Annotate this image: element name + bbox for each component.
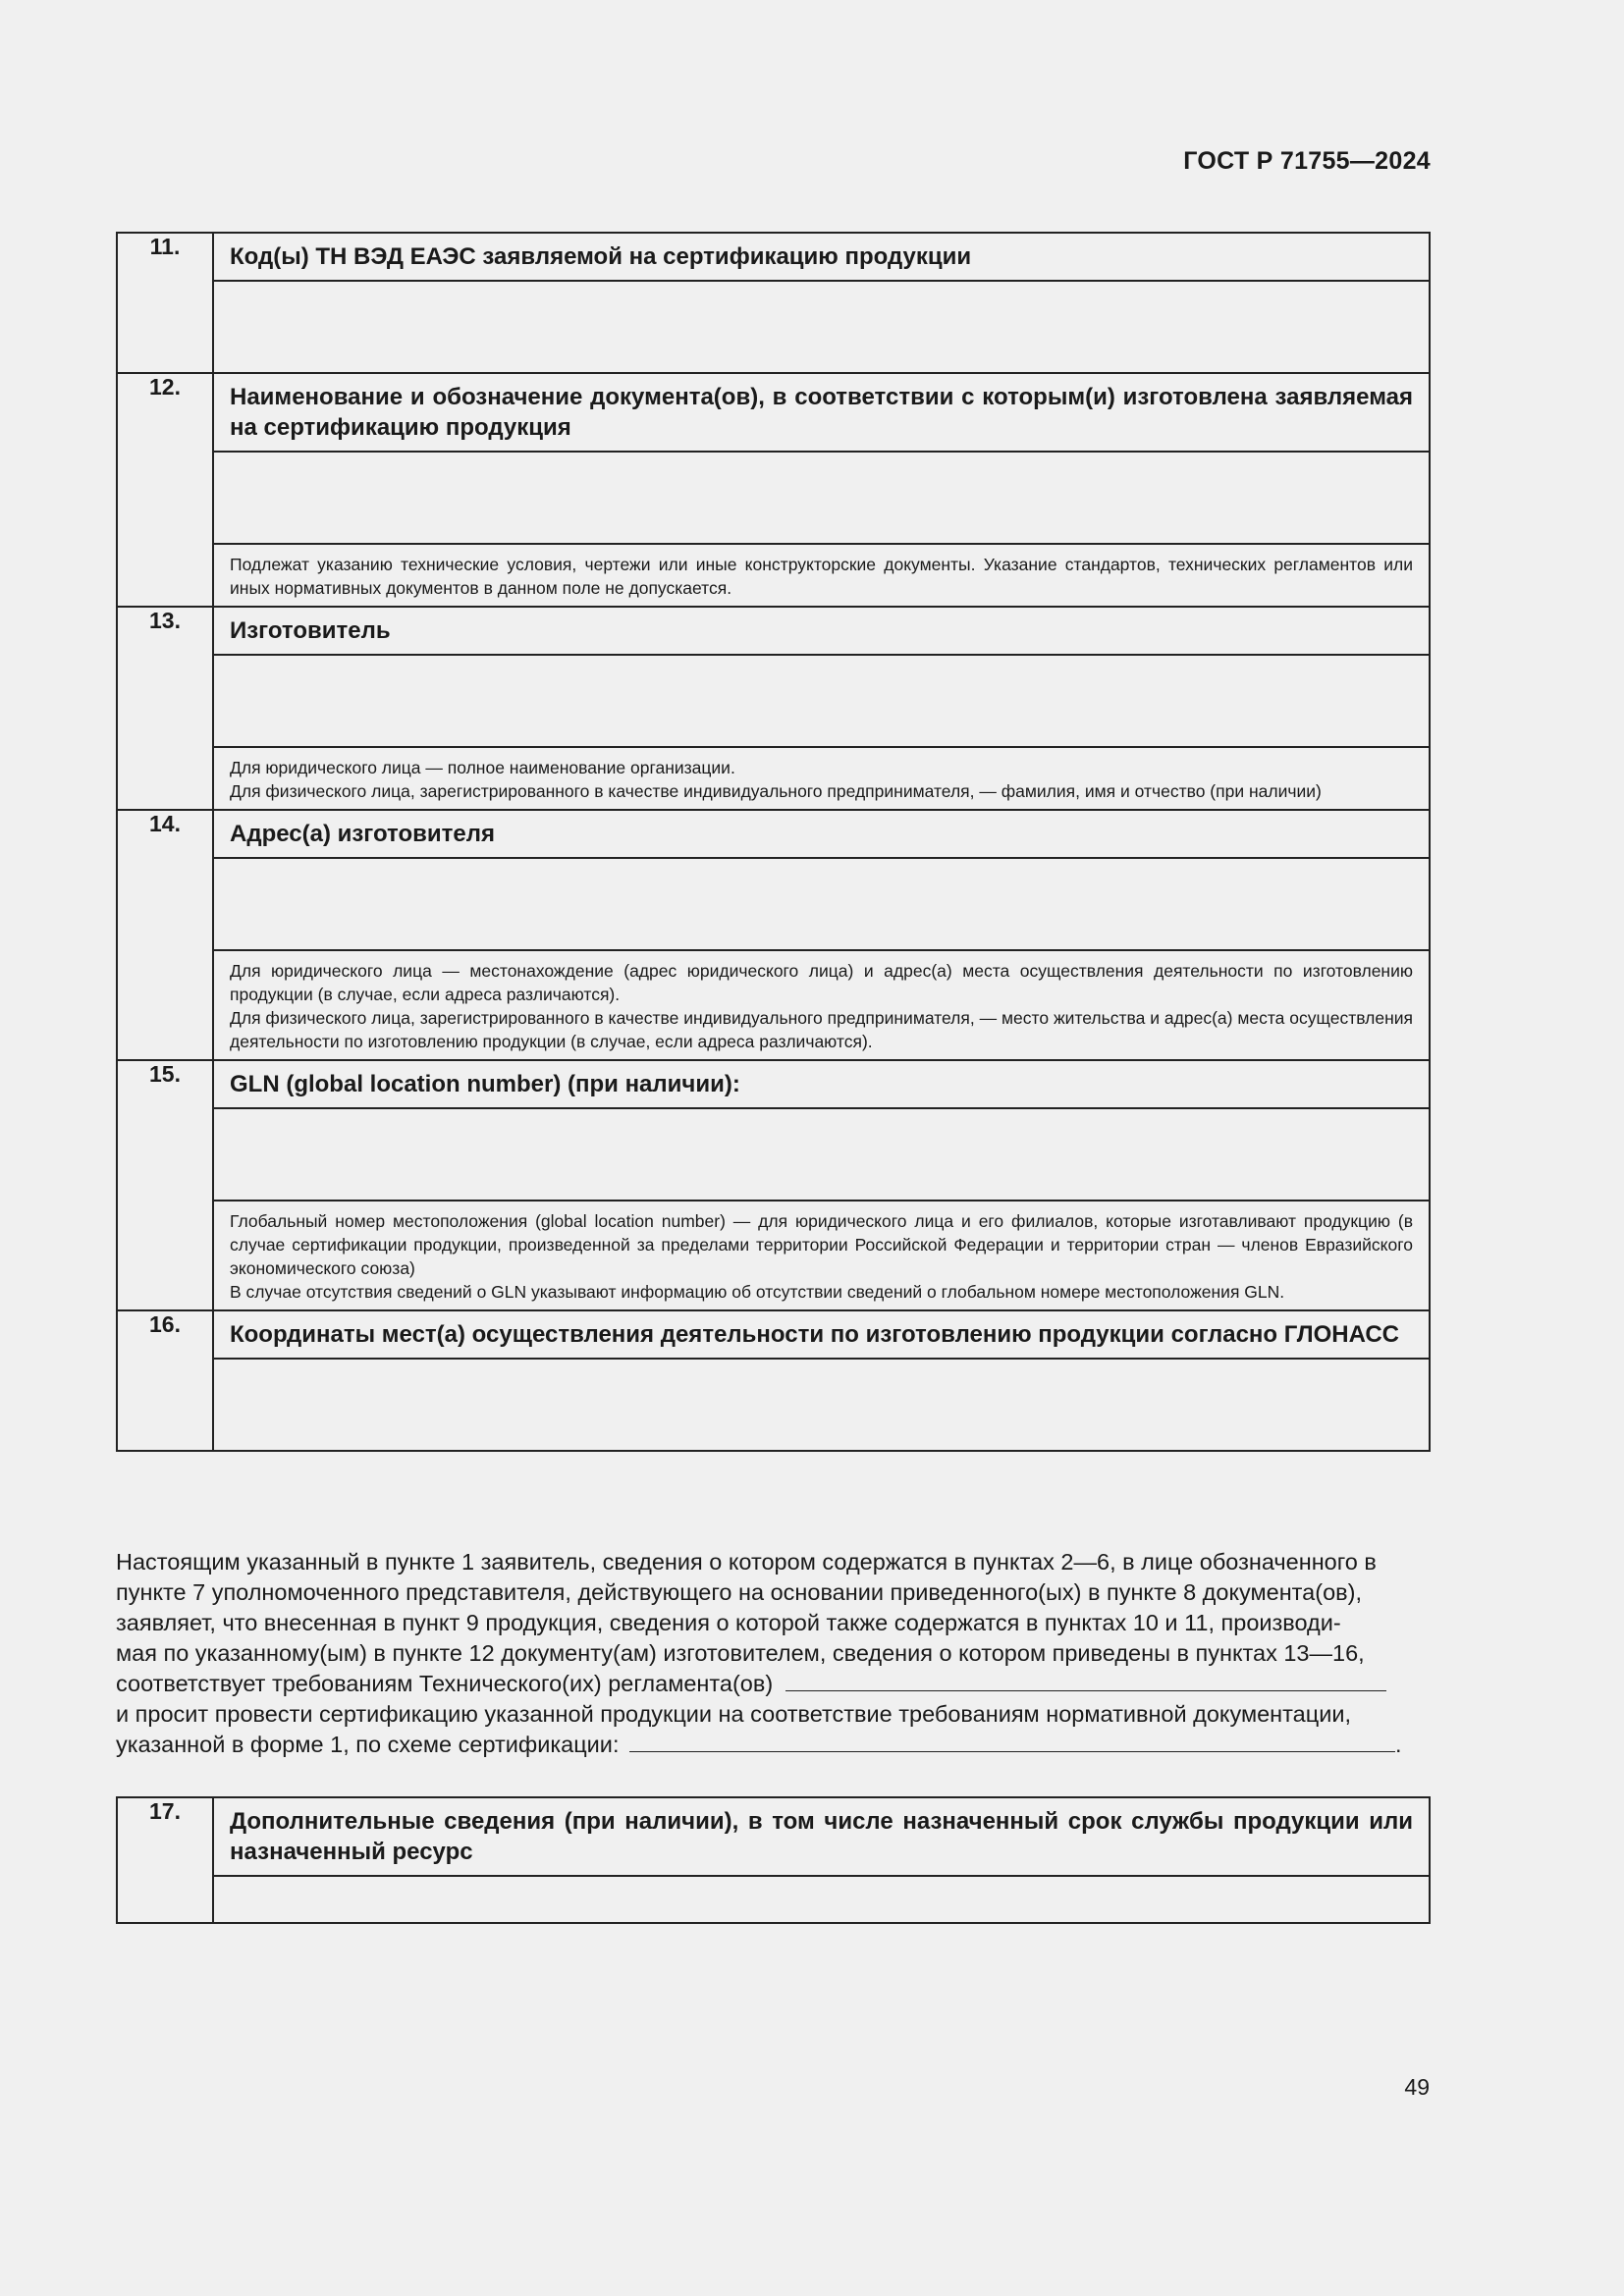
paragraph-line: соответствует требованиям Технического(их) регламента(ов) [116, 1671, 774, 1696]
document-code: ГОСТ Р 71755—2024 [1183, 147, 1431, 175]
item-number: 14. [117, 810, 213, 1060]
paragraph-line: указанной в форме 1, по схеме сертификации: [116, 1732, 620, 1757]
form-row-16 [117, 1310, 1430, 1359]
field-input-14[interactable] [213, 858, 1430, 950]
field-input-15[interactable] [213, 1108, 1430, 1201]
field-input-13[interactable] [213, 655, 1430, 747]
field-input-17[interactable] [213, 1876, 1430, 1923]
field-title: Координаты мест(а) осуществления деятельности по изготовлению продукции согласно ГЛОНАСС [230, 1321, 1399, 1348]
form-row-12 [117, 373, 1430, 452]
regulation-fill-line[interactable] [785, 1669, 1386, 1691]
item-number: 12. [117, 373, 213, 607]
field-input-16[interactable] [213, 1359, 1430, 1451]
item-number: 17. [117, 1797, 213, 1923]
declaration-paragraph [116, 1547, 1432, 1760]
form-row-13 [117, 607, 1430, 655]
field-note: Подлежат указанию технические условия, чертежи или иные конструкторские документы. Указание стандартов, технических регламентов или иных нормативных документов в данном поле не допускается. [230, 555, 1413, 598]
form-row-17 [117, 1797, 1430, 1876]
field-title: Наименование и обозначение документа(ов), в соответствии с которым(и) изготовлена заявляемая на сертификацию продукция [230, 384, 1413, 441]
field-title: Изготовитель [230, 617, 391, 644]
scheme-fill-line[interactable] [629, 1730, 1395, 1752]
field-title: GLN (global location number) (при наличии): [230, 1071, 740, 1097]
field-input-11[interactable] [213, 281, 1430, 373]
field-note: Глобальный номер местоположения (global location number) — для юридического лица и его филиалов, которые изготавливают продукцию (в случае сертификации продукции, произведенной за пределами территории Российской Федерации и территории стран — членов Евразийского экономического союза) В случае отсутствия сведений о GLN указывают информацию об отсутствии сведений о глобальном номере местоположения GLN. [230, 1211, 1413, 1302]
field-note: Для юридического лица — полное наименование организации. Для физического лица, зарегистрированного в качестве индивидуального предпринимателя, — фамилия, имя и отчество (при наличии) [230, 758, 1322, 801]
form-row-11 [117, 233, 1430, 281]
paragraph-line: пункте 7 уполномоченного представителя, действующего на основании приведенного(ых) в пункте 8 документа(ов), [116, 1579, 1362, 1605]
item-number: 15. [117, 1060, 213, 1310]
paragraph-line: заявляет, что внесенная в пункт 9 продукция, сведения о которой также содержатся в пунктах 10 и 11, производи- [116, 1610, 1341, 1635]
form-row-14 [117, 810, 1430, 858]
item-number: 16. [117, 1310, 213, 1451]
field-title: Адрес(а) изготовителя [230, 821, 495, 847]
item-number: 13. [117, 607, 213, 810]
field-note: Для юридического лица — местонахождение (адрес юридического лица) и адрес(а) места осуществления деятельности по изготовлению продукции (в случае, если адреса различаются). Для физического лица, зарегистрированного в качестве индивидуального предпринимателя, — место жительства и адрес(а) места осуществления деятельности по изготовлению продукции (в случае, если адреса различаются). [230, 961, 1413, 1051]
item-number: 11. [117, 233, 213, 373]
field-title: Дополнительные сведения (при наличии), в том числе назначенный срок службы продукции или назначенный ресурс [230, 1808, 1413, 1865]
paragraph-period: . [1395, 1732, 1402, 1757]
additional-info-table [116, 1796, 1431, 1924]
form-row-15 [117, 1060, 1430, 1108]
paragraph-line: и просит провести сертификацию указанной продукции на соответствие требованиям нормативной документации, [116, 1701, 1351, 1727]
application-form-table [116, 232, 1431, 1452]
paragraph-line: мая по указанному(ым) в пункте 12 документу(ам) изготовителем, сведения о котором приведены в пунктах 13—16, [116, 1640, 1365, 1666]
field-input-12[interactable] [213, 452, 1430, 544]
page-number: 49 [1404, 2074, 1430, 2100]
field-title: Код(ы) ТН ВЭД ЕАЭС заявляемой на сертификацию продукции [230, 243, 972, 270]
paragraph-line: Настоящим указанный в пункте 1 заявитель, сведения о котором содержатся в пунктах 2—6, в лице обозначенного в [116, 1549, 1377, 1575]
